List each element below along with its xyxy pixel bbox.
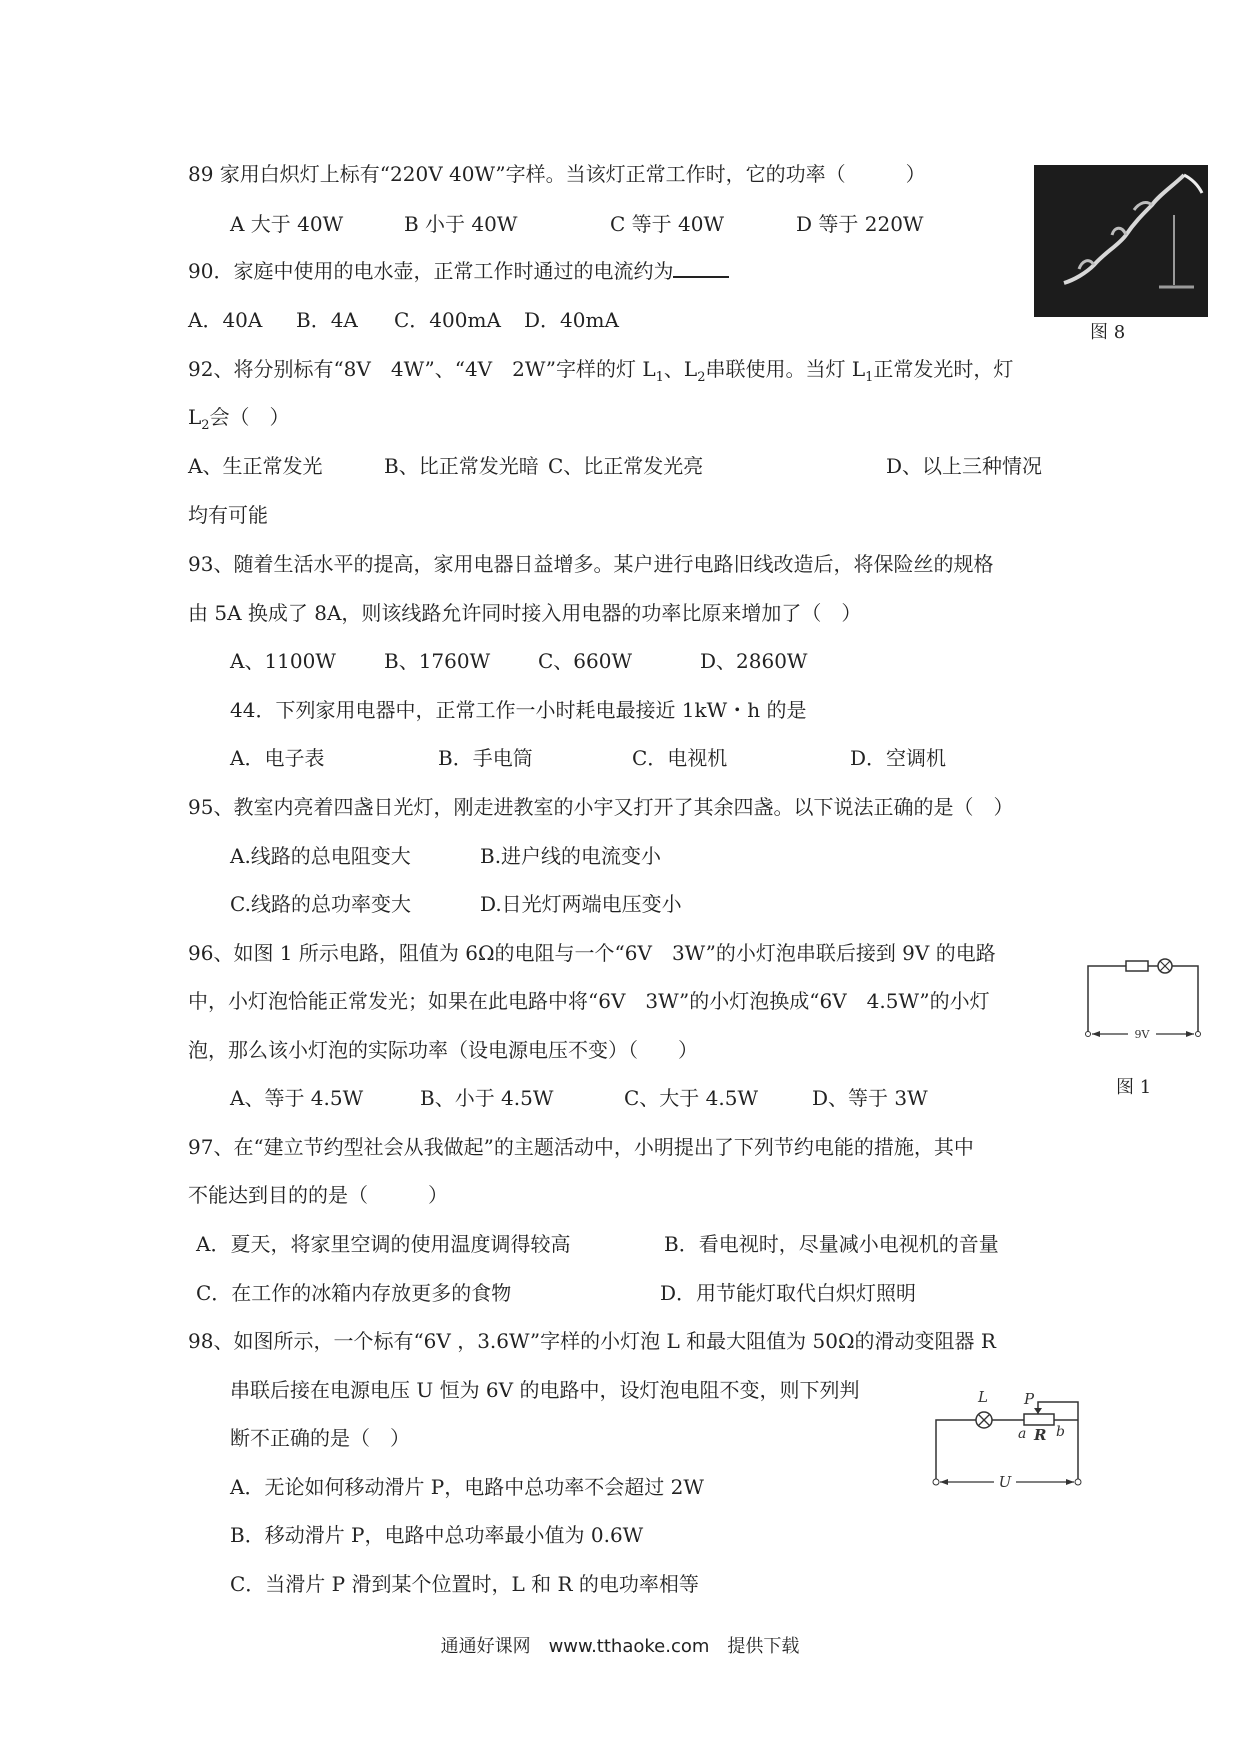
label-L: L <box>978 1388 988 1406</box>
q97-line2: 不能达到目的的是（ ） <box>188 1183 448 1207</box>
subscript: 1 <box>655 370 664 385</box>
q96-option-b: B、小于 4.5W <box>420 1086 554 1110</box>
figure-1-caption: 图 1 <box>1116 1077 1152 1098</box>
q96-option-a: A、等于 4.5W <box>230 1086 364 1110</box>
q89-option-a: A 大于 40W <box>230 212 344 236</box>
q96-line2: 中，小灯泡恰能正常发光；如果在此电路中将“6V 3W”的小灯泡换成“6V 4.5W”的小灯 <box>188 989 990 1013</box>
q92-line1-part: 正常发光时，灯 <box>873 357 1014 381</box>
q93-option-a: A、1100W <box>230 649 336 673</box>
q95-option-d: D.日光灯两端电压变小 <box>480 892 682 916</box>
label-b: b <box>1056 1424 1065 1440</box>
q97-option-c: C．在工作的冰箱内存放更多的食物 <box>196 1281 512 1305</box>
q44-option-b: B．手电筒 <box>438 746 533 770</box>
q95-option-b: B.进户线的电流变小 <box>480 844 662 868</box>
q90-option-b: B．4A <box>296 308 358 332</box>
q95-option-a: A.线路的总电阻变大 <box>230 844 411 868</box>
q93-option-b: B、1760W <box>384 649 491 673</box>
subscript: 2 <box>201 418 210 433</box>
label-a: a <box>1018 1426 1027 1442</box>
q90-option-a: A．40A <box>188 308 263 332</box>
q97-option-a: A．夏天，将家里空调的使用温度调得较高 <box>196 1232 571 1256</box>
q92-line1 <box>188 356 1013 391</box>
slider-arrow <box>1034 1408 1042 1414</box>
subscript: 2 <box>697 370 706 385</box>
subscript: 1 <box>865 370 874 385</box>
q92-option-b: B、比正常发光暗 <box>384 454 539 478</box>
q89-option-d: D 等于 220W <box>796 212 924 236</box>
answer-blank <box>673 258 729 278</box>
q90-stem <box>188 258 729 284</box>
q90-option-c: C．400mA <box>394 308 501 332</box>
q44-option-a: A．电子表 <box>230 746 325 770</box>
q96-option-d: D、等于 3W <box>812 1086 928 1110</box>
q44-stem: 44．下列家用电器中，正常工作一小时耗电最接近 1kW・h 的是 <box>230 698 807 722</box>
q92-option-d: D、以上三种情况 <box>886 454 1043 478</box>
label-U: U <box>998 1473 1012 1490</box>
q92-line1-part: 、L <box>663 357 698 381</box>
q93-line2: 由 5A 换成了 8A，则该线路允许同时接入用电器的功率比原来增加了（ ） <box>188 601 862 625</box>
q96-line3: 泡，那么该小灯泡的实际功率（设电源电压不变）（ ） <box>188 1038 698 1062</box>
q96-line1: 96、如图 1 所示电路，阻值为 6Ω的电阻与一个“6V 3W”的小灯泡串联后接到 9V 的电路 <box>188 941 996 965</box>
figure-q98-circuit <box>930 1372 1088 1490</box>
rheostat-symbol <box>1024 1414 1054 1425</box>
q92-option-d-cont: 均有可能 <box>188 503 268 527</box>
q98-option-a: A．无论如何移动滑片 P，电路中总功率不会超过 2W <box>230 1475 704 1499</box>
q97-option-d: D．用节能灯取代白炽灯照明 <box>660 1281 917 1305</box>
q92-line1-part: 串联使用。当灯 L <box>705 357 866 381</box>
q93-option-c: C、660W <box>538 649 633 673</box>
q92-line1-part: 92、将分别标有“8V 4W”、“4V 2W”字样的灯 L <box>188 357 656 381</box>
q95-option-c: C.线路的总功率变大 <box>230 892 411 916</box>
figure-1-circuit <box>1076 950 1210 1040</box>
q93-option-d: D、2860W <box>700 649 808 673</box>
q98-option-b: B．移动滑片 P，电路中总功率最小值为 0.6W <box>230 1523 644 1547</box>
q98-line1: 98、如图所示，一个标有“6V ，3.6W”字样的小灯泡 L 和最大阻值为 50Ω的滑动变阻器 R <box>188 1329 996 1353</box>
q92-line2 <box>188 404 290 439</box>
q90-stem-text: 90．家庭中使用的电水壶，正常工作时通过的电流约为 <box>188 259 674 283</box>
q98-option-c: C．当滑片 P 滑到某个位置时，L 和 R 的电功率相等 <box>230 1572 699 1596</box>
q92-line2-part: 会（ ） <box>209 405 290 429</box>
q44-option-d: D．空调机 <box>850 746 947 770</box>
q95-stem: 95、教室内亮着四盏日光灯，刚走进教室的小宇又打开了其余四盏。以下说法正确的是（ ） <box>188 795 1014 819</box>
figure-8-caption: 图 8 <box>1090 322 1126 343</box>
q92-option-a: A、生正常发光 <box>188 454 323 478</box>
lightning-discharge-image <box>1034 165 1208 317</box>
q96-option-c: C、大于 4.5W <box>624 1086 759 1110</box>
q44-option-c: C．电视机 <box>632 746 728 770</box>
q93-line1: 93、随着生活水平的提高，家用电器日益增多。某户进行电路旧线改造后，将保险丝的规格 <box>188 552 994 576</box>
q97-line1: 97、在“建立节约型社会从我做起”的主题活动中，小明提出了下列节约电能的措施，其中 <box>188 1135 974 1159</box>
resistor-symbol <box>1126 961 1148 971</box>
q98-line3: 断不正确的是（ ） <box>230 1426 410 1450</box>
q92-option-c: C、比正常发光亮 <box>548 454 704 478</box>
q89-option-c: C 等于 40W <box>610 212 725 236</box>
label-R: R <box>1034 1426 1047 1444</box>
q89-stem: 89 家用白炽灯上标有“220V 40W”字样。当该灯正常工作时，它的功率（ ） <box>188 162 926 186</box>
label-P: P <box>1024 1390 1035 1408</box>
footer-source: 通通好课网 www.tthaoke.com 提供下载 <box>440 1636 800 1657</box>
q89-option-b: B 小于 40W <box>404 212 518 236</box>
figure-8-photo <box>1034 165 1208 317</box>
q92-line2-part: L <box>188 405 202 429</box>
voltage-label: 9V <box>1134 1028 1150 1040</box>
q98-line2: 串联后接在电源电压 U 恒为 6V 的电路中，设灯泡电阻不变，则下列判 <box>230 1378 860 1402</box>
q90-option-d: D．40mA <box>524 308 619 332</box>
q97-option-b: B．看电视时，尽量减小电视机的音量 <box>664 1232 999 1256</box>
